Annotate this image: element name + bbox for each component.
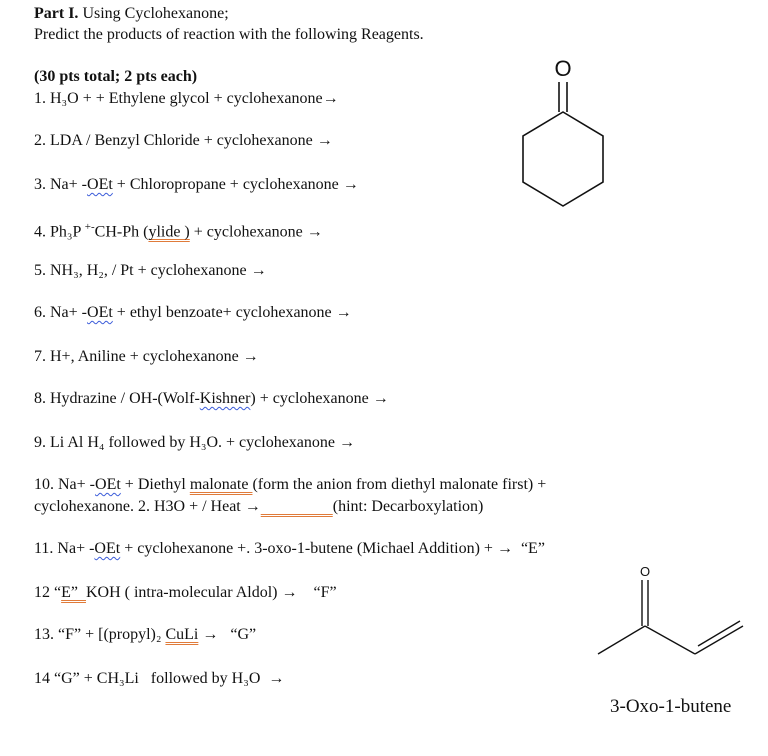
instructions: Predict the products of reaction with the following Reagents. [34,26,424,43]
spellcheck-oet: OEt [95,476,121,493]
arrow-icon: → [268,670,285,687]
vinyl-single-bond [645,626,695,654]
question-8-pre: 8. Hydrazine / OH-(Wolf- [34,390,200,407]
question-12-label: “F” [297,584,337,601]
arrow-icon: → [202,626,219,643]
spellcheck-oet: OEt [87,176,113,193]
question-12-pre: 12 “ [34,584,62,601]
question-10-post: (form the anion from diethyl malonate first) + [252,476,547,493]
question-13-label: “G” [218,626,257,643]
butenone-caption: 3-Oxo-1-butene [610,696,732,717]
question-5 [34,261,267,281]
question-2-text: 2. LDA / Benzyl Chloride + cyclohexanone [34,132,317,149]
question-7-text: 7. H+, Aniline + cyclohexanone [34,348,243,365]
question-4-pre: 4. Ph₃P [34,223,85,241]
question-3 [34,175,359,195]
arrow-icon: → [335,304,352,321]
arrow-icon: → [316,132,333,149]
arrow-icon: → [306,223,323,241]
vinyl-double-bond [695,626,743,654]
title-part-label: Part I. [34,5,79,22]
question-1 [34,89,339,109]
arrow-icon: → [496,540,513,557]
question-6-post: + ethyl benzoate+ cyclohexanone [112,304,336,321]
question-10-mid: + Diethyl [120,476,190,493]
question-10-line2: cyclohexanone. 2. H3O + / Heat [34,498,245,515]
grammar-culi: CuLi [165,626,199,643]
arrow-icon: → [339,434,356,451]
question-11-pre: 11. Na+ - [34,540,95,557]
question-13-pre: 13. “F” + [(propyl)₂ [34,626,166,643]
grammar-malonate: malonate [189,476,253,493]
arrow-icon: → [244,498,261,515]
page-title [34,4,229,24]
arrow-icon: → [281,584,298,601]
spellcheck-oet: OEt [94,540,121,557]
question-11-label: “E” [512,540,545,557]
points-note: (30 pts total; 2 pts each) [34,68,198,85]
question-8 [34,389,389,409]
question-4-charge: +- [84,221,95,233]
question-4 [34,217,323,242]
question-3-pre: 3. Na+ - [34,176,88,193]
question-7 [34,347,259,367]
question-10-line-2 [34,497,483,517]
grammar-gap [261,498,333,515]
question-4-post: + cyclohexanone [189,223,307,241]
spellcheck-oet: OEt [87,304,113,321]
question-12 [34,583,337,603]
question-11 [34,539,545,559]
question-2 [34,131,333,151]
cyclohexane-ring [523,112,603,206]
question-6 [34,303,352,323]
methyl-bond [598,626,645,654]
question-6-pre: 6. Na+ - [34,304,88,321]
question-1-text: 1. H₃O + + Ethylene glycol + cyclohexanone [34,90,323,107]
oxygen-label: O [639,564,651,579]
question-10-pre: 10. Na+ - [34,476,96,493]
arrow-icon: → [250,262,267,279]
vinyl-double-bond [698,621,740,646]
arrow-icon: → [342,176,359,193]
arrow-icon: → [242,348,259,365]
grammar-ylide: ylide ) [148,223,190,241]
cyclohexanone-structure [510,52,620,212]
question-10-hint: (hint: Decarboxylation) [332,498,484,515]
arrow-icon: → [372,390,389,407]
question-12-post: KOH ( intra-molecular Aldol) [85,584,282,601]
question-14-text: 14 “G” + CH₃Li followed by H₃O [34,670,269,687]
question-9 [34,433,355,453]
question-9-text: 9. Li Al H₄ followed by H₃O. + cyclohexanone [34,434,340,451]
grammar-e: E” [61,584,86,601]
question-14 [34,669,284,689]
title-text: Using Cyclohexanone; [78,5,229,22]
arrow-icon: → [322,90,339,107]
question-8-post: ) + cyclohexanone [250,390,373,407]
spellcheck-kishner: Kishner [199,390,251,407]
question-10 [34,475,546,495]
question-3-post: + Chloropropane + cyclohexanone [112,176,343,193]
question-4-mid: CH-Ph ( [94,223,149,241]
question-13 [34,625,256,645]
butenone-structure [595,560,755,660]
question-5-text: 5. NH₃, H₂, / Pt + cyclohexanone [34,262,251,279]
question-11-post: + cyclohexanone +. 3-oxo-1-butene (Michael Addition) + [120,540,497,557]
oxygen-label: O [554,56,572,81]
